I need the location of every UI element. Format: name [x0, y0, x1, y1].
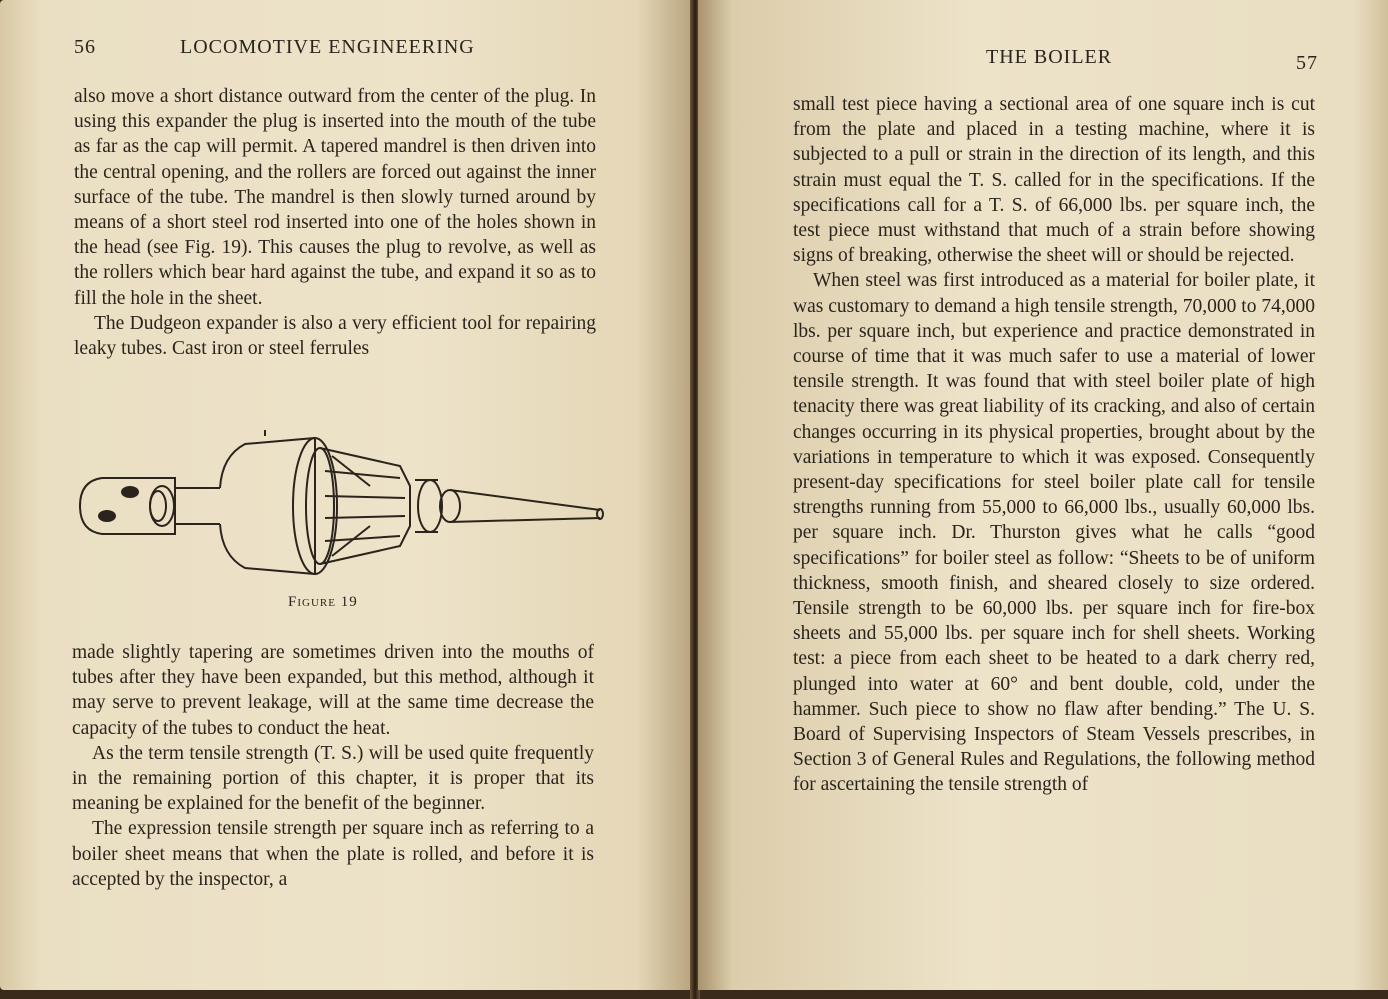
right-running-head: THE BOILER [986, 46, 1113, 68]
left-text-bottom [72, 640, 594, 892]
left-running-head: LOCOMOTIVE ENGINEERING [180, 36, 475, 58]
paragraph: also move a short distance outward from the center of the plug. In using this expander the plug is inserted into the mouth of the tube as far as the cap will permit. A tapered mandrel is then driven into the central opening, and the rollers are forced out against the inner surface of the tube. The mandrel is then slowly turned around by means of a short steel rod inserted into one of the holes shown in the head (see Fig. 19). This causes the plug to revolve, as well as the rollers which bear hard against the tube, and expand it so as to fill the hole in the sheet. [74, 86, 596, 309]
right-page [698, 0, 1388, 990]
dudgeon-expander-illustration [70, 426, 610, 591]
expander-cap [220, 438, 315, 574]
right-page-number: 57 [1296, 52, 1318, 74]
paragraph: The expression tensile strength per square inch as referring to a boiler sheet means that when the plate is rolled, and before it is accepted by the inspector, a [72, 818, 594, 890]
expander-neck [175, 488, 220, 524]
left-page-number: 56 [74, 36, 96, 58]
paragraph: made slightly tapering are sometimes driven into the mouths of tubes after they have been expanded, but this method, although it may serve to prevent leakage, will at the same time decrease the capacity of the tubes to conduct the heat. [72, 642, 594, 739]
left-text-top [74, 84, 596, 361]
figure-caption: Figure 19 [288, 594, 358, 610]
left-page [0, 0, 692, 990]
paragraph: The Dudgeon expander is also a very efficient tool for repairing leaky tubes. Cast iron or steel ferrules [74, 312, 596, 360]
head-hole [98, 510, 116, 522]
tapered-mandrel [450, 490, 600, 522]
right-text [793, 92, 1315, 798]
paragraph: As the term tensile strength (T. S.) will be used quite frequently in the remaining portion of this chapter, it is proper that its meaning be explained for the benefit of the beginner. [72, 742, 594, 815]
paragraph: small test piece having a sectional area of one square inch is cut from the plate and placed in a testing machine, where it is subjected to a pull or strain in the direction of its length, and this strain must equal the T. S. called for in the specifications. If the specifications call for a T. S. of 66,000 lbs. per square inch, the test piece must withstand that much of a strain before showing signs of breaking, otherwise the sheet will or should be rejected. [793, 94, 1315, 267]
mandrel-collar [418, 480, 442, 532]
paragraph: When steel was first introduced as a material for boiler plate, it was customary to demand a high tensile strength, 70,000 to 74,000 lbs. per square inch, but experience and practice demonstrated in course of time that it was much safer to use a material of lower tensile strength. It was found that with steel boiler plate of high tenacity there was great liability of its cracking, and also of certain changes occurring in its physical properties, brought about by the variations in temperature to which it was exposed. Consequently present-day specifications for steel boiler plate call for tensile strengths running from 55,000 to 66,000 lbs., usually 60,000 lbs. per square inch. Dr. Thurston gives what he calls “good specifications” for boiler steel as follow: “Sheets to be of uniform thickness, smooth finish, and sheared closely to size ordered. Tensile strength to be 60,000 lbs. per square inch for fire-box sheets and 55,000 lbs. per square inch for shell sheets. Working test: a piece from each sheet to be heated to a dark cherry red, plunged into water at 60° and bent double, cold, under the hammer. Such piece to show no flaw after bending.” The U. S. Board of Supervising Inspectors of Steam Vessels prescribes, in Section 3 of General Rules and Regulations, the following method for ascertaining the tensile strength of [793, 270, 1315, 796]
head-hole [121, 486, 139, 498]
